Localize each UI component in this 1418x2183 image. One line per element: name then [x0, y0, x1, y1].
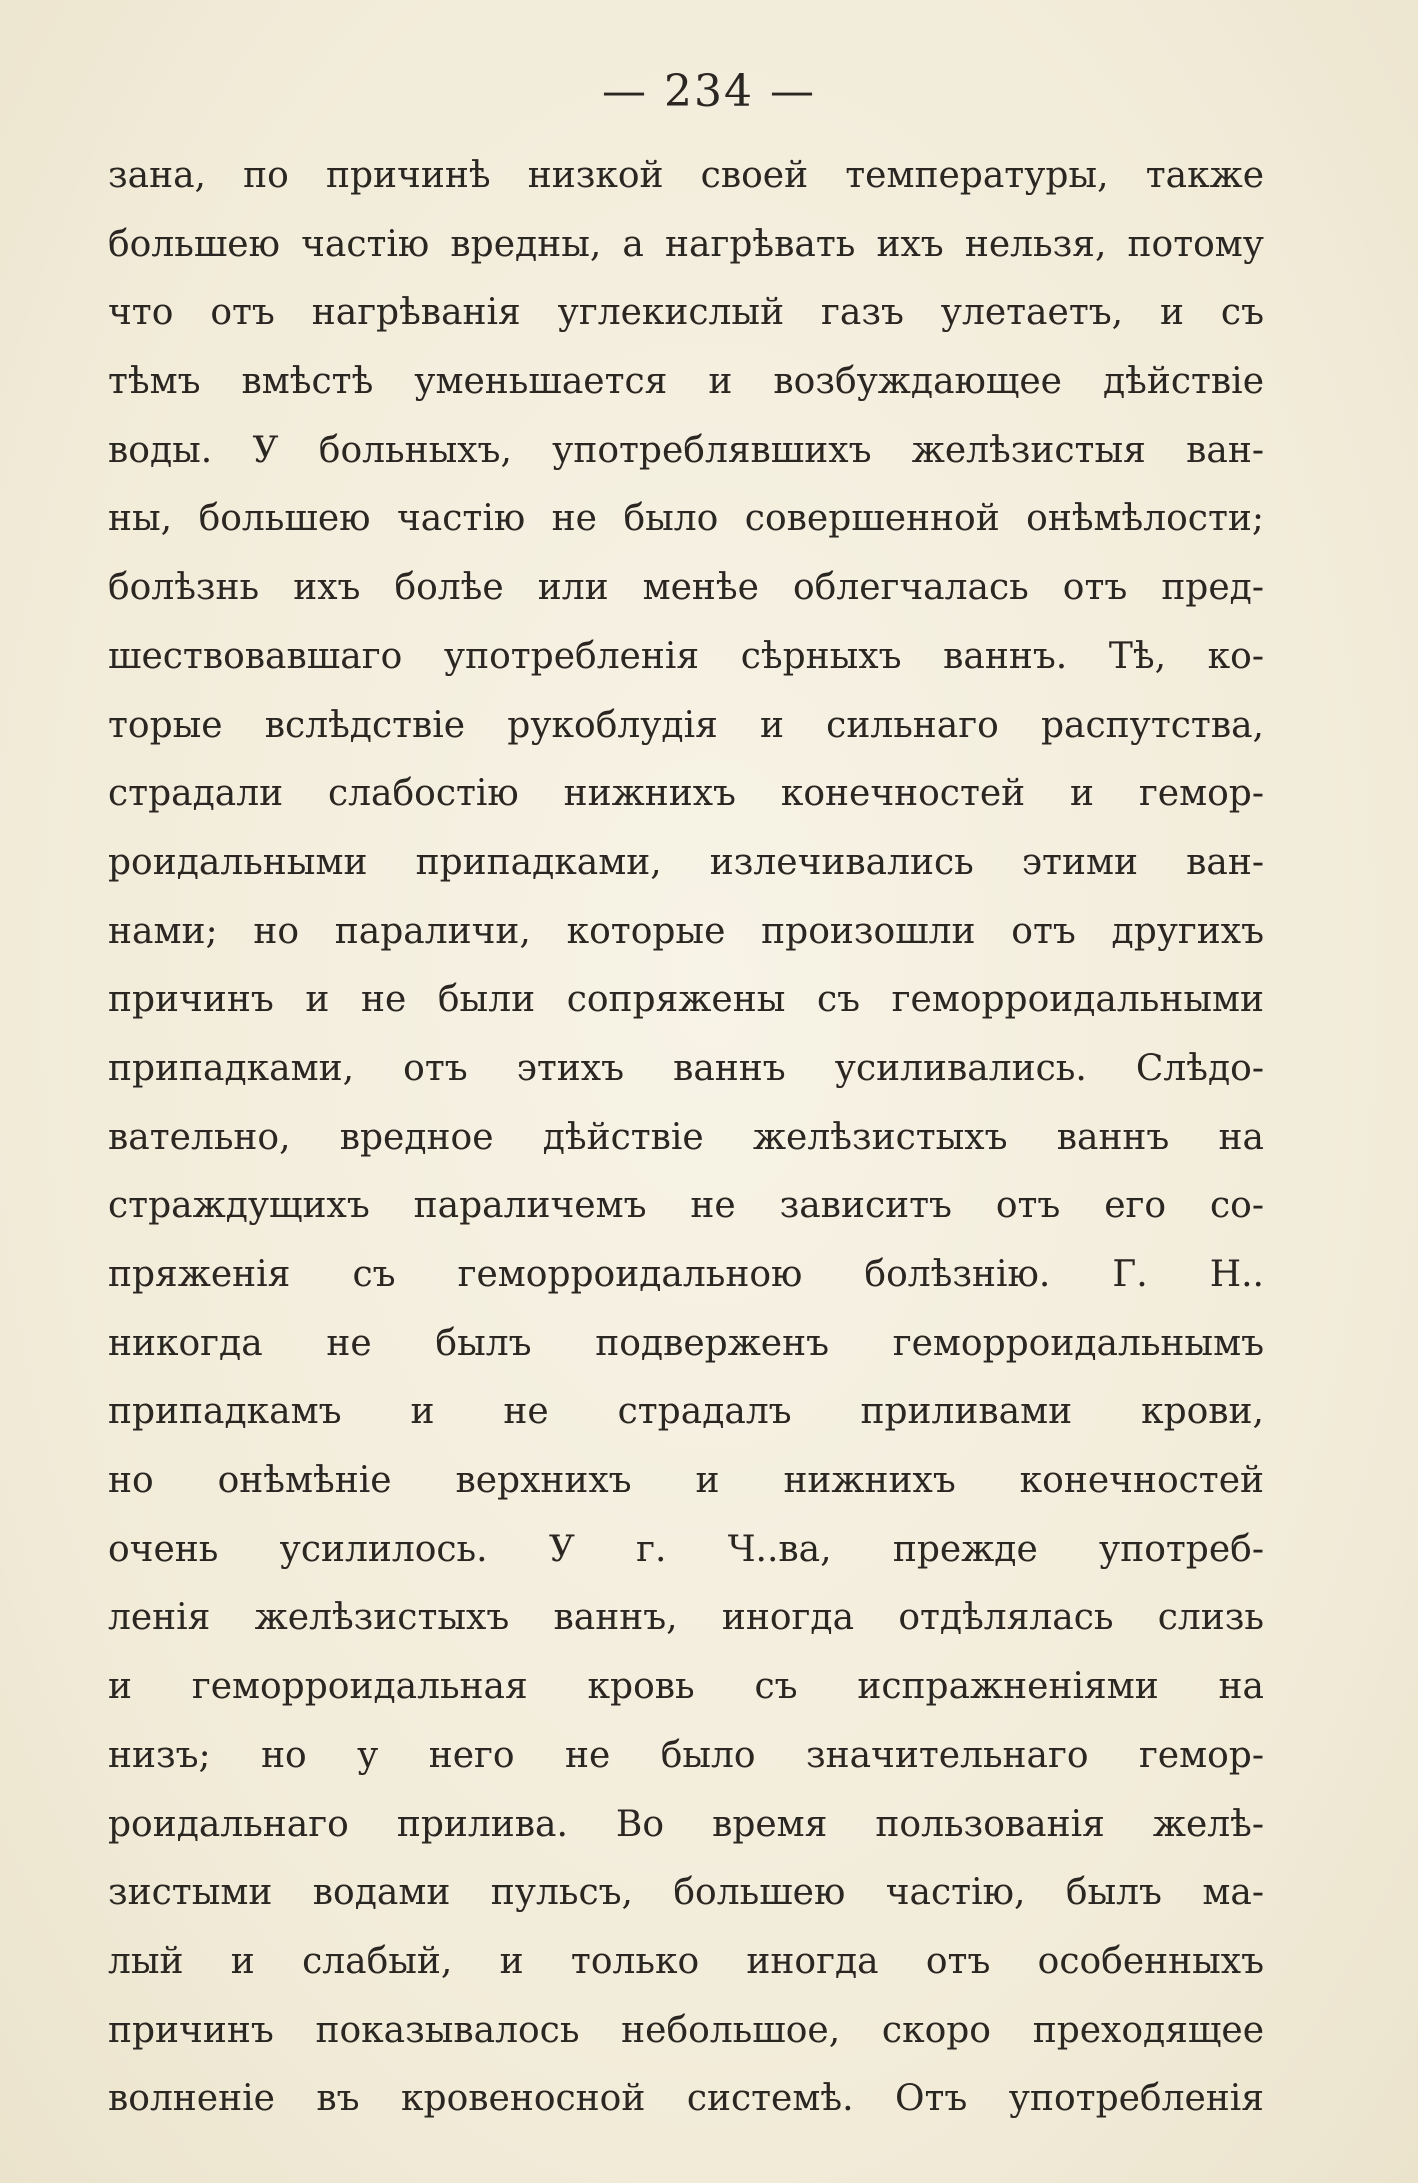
- text-line: и геморроидальная кровь съ испражненіями на: [108, 1666, 1264, 1708]
- text-line: воды. У больныхъ, употреблявшихъ желѣзистыя ван-: [108, 429, 1264, 471]
- text-line: торые вслѣдствіе рукоблудія и сильнаго распутства,: [108, 704, 1264, 746]
- text-line: страдали слабостію нижнихъ конечностей и гемор-: [108, 773, 1264, 815]
- text-line: тѣмъ вмѣстѣ уменьшается и возбуждающее дѣйствіе: [108, 361, 1264, 403]
- text-line: страждущихъ параличемъ не зависитъ отъ его со-: [108, 1185, 1264, 1227]
- page-number: — 234 —: [602, 66, 816, 117]
- text-line: припадками, отъ этихъ ваннъ усиливались. Слѣдо-: [108, 1047, 1264, 1089]
- text-line: волненіе въ кровеносной системѣ. Отъ употребленія: [108, 2078, 1264, 2120]
- text-line: но онѣмѣніе верхнихъ и нижнихъ конечностей: [108, 1460, 1264, 1502]
- text-line: вательно, вредное дѣйствіе желѣзистыхъ ваннъ на: [108, 1116, 1264, 1158]
- text-line: нами; но параличи, которые произошли отъ другихъ: [108, 910, 1264, 952]
- text-line: роидальнаго прилива. Во время пользованія желѣ-: [108, 1803, 1264, 1845]
- text-line: лый и слабый, и только иногда отъ особенныхъ: [108, 1940, 1264, 1982]
- text-line: болѣзнь ихъ болѣе или менѣе облегчалась отъ пред-: [108, 567, 1264, 609]
- text-line: пряженія съ геморроидальною болѣзнію. Г. Н..: [108, 1254, 1264, 1295]
- text-line: причинъ и не были сопряжены съ геморроидальными: [108, 979, 1264, 1021]
- text-line: зистыми водами пульсъ, большею частію, былъ ма-: [108, 1872, 1264, 1914]
- text-line: причинъ показывалось небольшое, скоро преходящее: [108, 2009, 1264, 2051]
- text-line: большею частію вредны, а нагрѣвать ихъ нельзя, потому: [108, 223, 1264, 265]
- text-line: ны, большею частію не было совершенной онѣмѣлости;: [108, 498, 1264, 540]
- text-line: низъ; но у него не было значительнаго гемор-: [108, 1734, 1264, 1776]
- text-line: роидальными припадками, излечивались этими ван-: [108, 841, 1264, 883]
- body-text: [108, 142, 1264, 2134]
- text-line: зана, по причинѣ низкой своей температуры, также: [108, 155, 1264, 196]
- text-line: ленія желѣзистыхъ ваннъ, иногда отдѣлялась слизь: [108, 1597, 1264, 1639]
- text-line: очень усилилось. У г. Ч..ва, прежде употреб-: [108, 1528, 1264, 1570]
- text-line: шествовавшаго употребленія сѣрныхъ ваннъ. Тѣ, ко-: [108, 635, 1264, 677]
- text-line: никогда не былъ подверженъ геморроидальнымъ: [108, 1322, 1264, 1364]
- text-line: припадкамъ и не страдалъ приливами крови,: [108, 1391, 1264, 1433]
- text-line: что отъ нагрѣванія углекислый газъ улетаетъ, и съ: [108, 292, 1264, 334]
